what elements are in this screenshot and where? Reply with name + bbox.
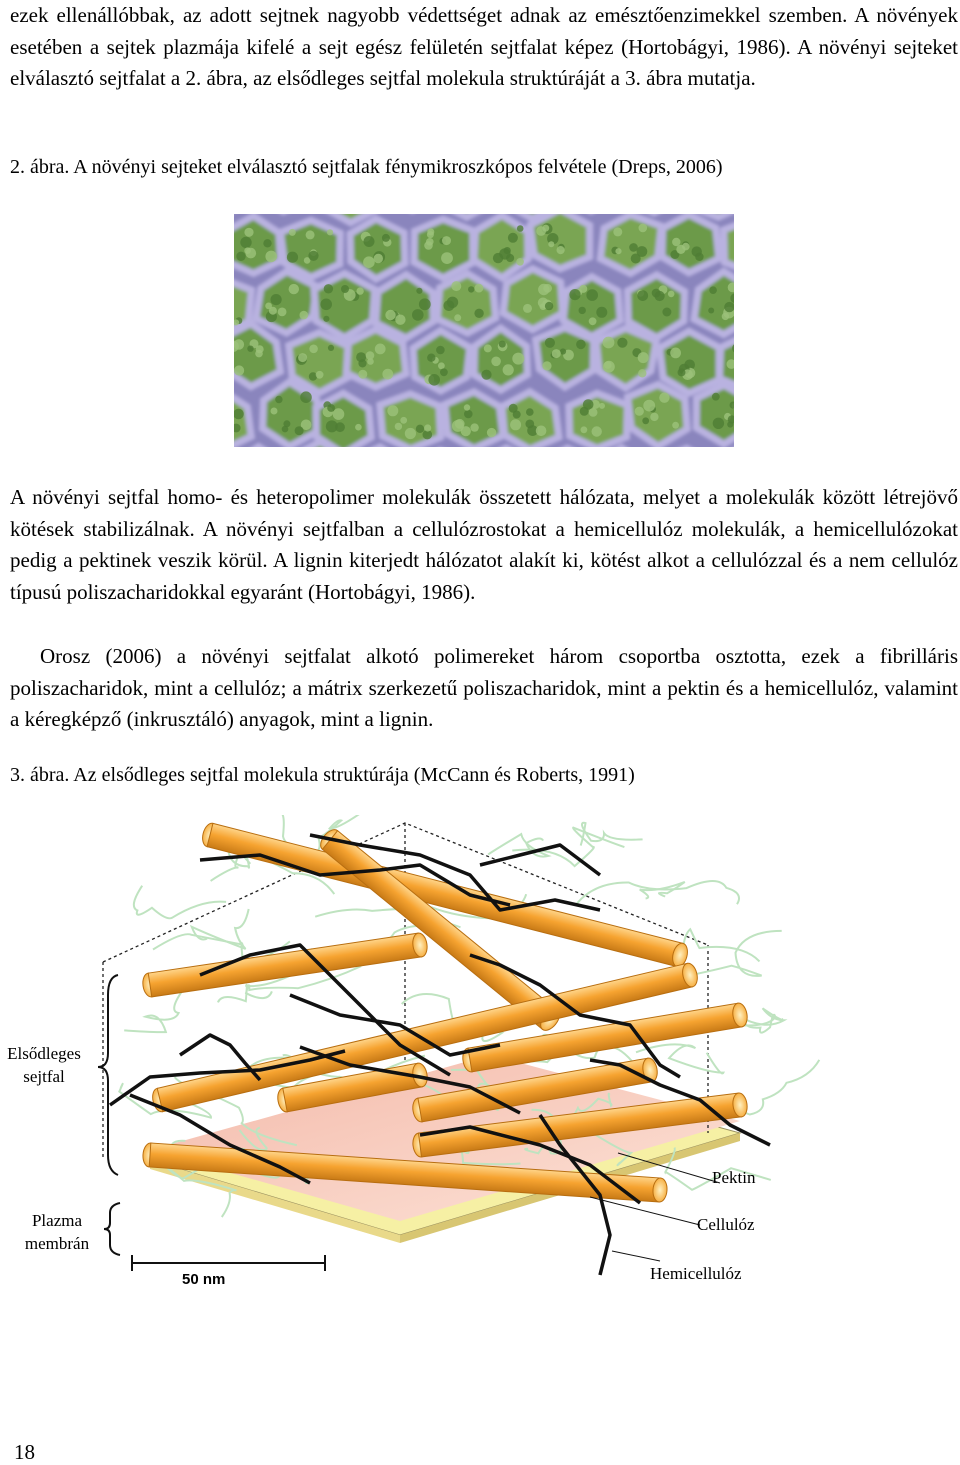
page-number: 18 [14,1440,35,1465]
chloroplast [650,413,658,421]
chloroplast [355,424,362,431]
hemicellulose-strand [134,886,226,919]
plant-cell [503,269,563,330]
label-plasma-membrane-line2: membrán [0,1232,114,1255]
label-pectin: Pektin [712,1166,755,1189]
chloroplast [484,344,492,352]
chloroplast [713,418,724,429]
chloroplast [263,239,271,247]
chloroplast [356,287,363,294]
chloroplast [470,423,478,431]
chloroplast [289,229,296,236]
chloroplast [424,424,431,431]
chloroplast [678,368,686,376]
chloroplast [271,294,282,305]
chloroplast [271,408,278,415]
chloroplast [236,252,245,261]
chloroplast [672,238,680,246]
chloroplast [526,408,534,416]
chloroplast [670,348,681,359]
chloroplast [320,299,332,311]
chloroplast [240,237,251,248]
chloroplast [589,408,598,417]
chloroplast [652,289,661,298]
chloroplast [517,225,524,232]
primary-cell-wall-diagram [0,815,960,1305]
chloroplast [400,417,407,424]
chloroplast [278,308,287,317]
chloroplast [631,254,641,264]
chloroplast [374,254,383,263]
plant-cell [350,219,405,279]
chloroplast [543,284,552,293]
chloroplast [309,345,318,354]
chloroplast [395,315,405,325]
paragraph-polymer-groups: Orosz (2006) a növényi sejtfalat alkotó polimereket három csoportba osztotta, ezek a fibrilláris poliszacharidok, mint a cellulóz; a mátrix szerkezetű poliszacharidok, mint a pektin és a hemicellulóz, valamint a kéregképző (inkrusztáló) anyagok, mint a lignin. [10,641,958,736]
chloroplast [464,410,473,419]
chloroplast [659,393,669,403]
chloroplast [709,286,717,294]
chloroplast [405,428,416,439]
chloroplast [542,225,549,232]
chloroplast [599,403,605,409]
hemicellulose-strand [488,834,548,856]
chloroplast [438,362,445,369]
chloroplast [247,346,253,352]
chloroplast [306,230,315,239]
plant-cell [414,219,473,278]
plant-cell [281,220,341,277]
chloroplast [557,246,565,254]
plant-cell [445,392,503,447]
chloroplast [695,253,703,261]
plant-cell [316,393,371,447]
intro-paragraph: ezek ellenállóbbak, az adott sejtnek nagyobb védettséget adnak az emésztőenzimekkel szemben. A növények esetében a sejtek plazmája kifelé a sejt egész felületén sejtfalat képez (Hortobágyi, 1986). A növényi sejteket elválasztó sejtfalat a 2. ábra, az elsődleges sejtfal molekula struktúráját a 3. ábra mutatja. [10,0,958,95]
chloroplast [269,307,277,315]
chloroplast [375,344,386,355]
chloroplast [499,341,506,348]
chloroplast [510,419,521,430]
chloroplast [323,316,329,322]
label-cellulose: Cellulóz [697,1213,755,1236]
chloroplast [548,241,554,247]
label-primary-wall-line2: sejtfal [0,1065,88,1088]
chloroplast [335,422,345,432]
paragraph-cell-wall-network: A növényi sejtfal homo- és heteropolimer molekulák összetett hálózata, melyet a molekulák között létrejövő kötések stabilizálnak. A növényi sejtfalban a cellulózrostokat a hemicellulóz molekulák, a hemicellulózokat pedig a pektinek veszik körül. A lignin kiterjedt hálózatot alakít ki, kötést alkot a cellulózzal és a nem cellulóz típusú poliszacharidokkal egyaránt (Hortobágyi, 1986). [10,482,958,608]
chloroplast [327,404,335,412]
chloroplast [523,304,532,313]
figure3-caption: 3. ábra. Az elsődleges sejtfal molekula struktúrája (McCann és Roberts, 1991) [10,764,635,787]
chloroplast [580,407,589,416]
chloroplast [513,411,521,419]
label-scale: 50 nm [182,1268,225,1291]
chloroplast [447,297,458,308]
chloroplast [662,308,671,317]
label-plasma-membrane [0,1209,114,1255]
chloroplast [629,243,638,252]
chloroplast [427,228,434,235]
chloroplast [542,361,551,370]
chloroplast [341,285,349,293]
chloroplast [613,227,622,236]
chloroplast [461,426,471,436]
micrograph-cell-walls [234,214,734,447]
chloroplast [358,359,366,367]
chloroplast [436,346,445,355]
plant-cell [346,329,406,387]
chloroplast [603,337,615,349]
chloroplast [451,281,461,291]
chloroplast [416,425,424,433]
chloroplast [603,361,615,373]
chloroplast [576,340,586,350]
chloroplast [712,393,720,401]
chloroplast [637,290,648,301]
chloroplast [300,391,312,403]
chloroplast [586,289,598,301]
chloroplast [475,284,484,293]
chloroplast [579,307,586,314]
plant-cell [628,275,685,338]
scale-bar [132,1255,325,1271]
figure2-caption: 2. ábra. A növényi sejteket elválasztó sejtfalak fénymikroszkópos felvétele (Dreps, 2006) [10,156,723,179]
chloroplast [328,345,334,351]
chloroplast [333,408,345,420]
chloroplast [474,309,483,318]
chloroplast [596,307,607,318]
chloroplast [385,310,395,320]
chloroplast [308,251,318,261]
chloroplast [416,288,422,294]
chloroplast [503,364,514,375]
chloroplast [412,309,424,321]
chloroplast [569,289,580,300]
chloroplast [427,354,435,362]
chloroplast [536,426,547,437]
chloroplast [643,400,655,412]
chloroplast [481,370,491,380]
chloroplast [419,298,431,310]
chloroplast [426,238,434,246]
chloroplast [324,284,333,293]
chloroplast [638,352,649,363]
chloroplast [295,426,304,435]
chloroplast [491,357,501,367]
primary-wall-brace [98,975,118,1175]
chloroplast [639,224,648,233]
chloroplast [364,236,375,247]
plant-cell [662,215,719,273]
chloroplast [282,426,289,433]
chloroplast [358,370,367,379]
chloroplast [560,348,566,354]
chloroplast [367,358,374,365]
chloroplast [508,233,518,243]
chloroplast [493,253,503,263]
chloroplast [682,243,690,251]
chloroplast [638,369,646,377]
chloroplast [382,369,393,380]
chloroplast [300,311,309,320]
chloroplast [255,350,263,358]
chloroplast [615,248,621,254]
chloroplast [642,417,649,424]
chloroplast [363,256,375,268]
plant-cell [724,218,734,273]
chloroplast [289,284,299,294]
chloroplast [672,422,679,429]
label-plasma-membrane-line1: Plazma [0,1209,114,1232]
chloroplast [592,426,602,436]
hemicellulose-strand [577,881,739,904]
chloroplast [552,349,561,358]
chloroplast [382,234,390,242]
chloroplast [265,251,277,263]
plant-cell [474,215,528,277]
chloroplast [327,229,333,235]
plant-cell [530,214,590,269]
chloroplast [464,404,470,410]
chloroplast [512,353,524,365]
chloroplast [440,368,448,376]
chloroplast [581,426,588,433]
label-primary-wall-line1: Elsődleges [0,1042,88,1065]
chloroplast [442,236,451,245]
chloroplast [487,428,496,437]
chloroplast [234,365,244,375]
chloroplast [454,314,461,321]
chloroplast [387,405,398,416]
chloroplast [316,371,324,379]
chloroplast [668,291,675,298]
chloroplast [516,258,524,266]
chloroplast [428,374,440,386]
chloroplast [708,308,714,314]
chloroplast [545,338,555,348]
chloroplast [298,353,307,362]
plant-cell [413,331,470,391]
chloroplast [244,247,251,254]
chloroplast [617,338,627,348]
chloroplast [287,252,298,263]
chloroplast [545,302,553,310]
chloroplast [244,228,253,237]
chloroplast [395,423,402,430]
label-hemicellulose: Hemicellulóz [650,1262,742,1285]
chloroplast [589,317,597,325]
label-primary-wall [0,1042,88,1088]
chloroplast [635,407,644,416]
hemicellulose-strand [192,909,249,949]
chloroplast [275,396,282,403]
chloroplast [441,252,453,264]
chloroplast [468,286,474,292]
